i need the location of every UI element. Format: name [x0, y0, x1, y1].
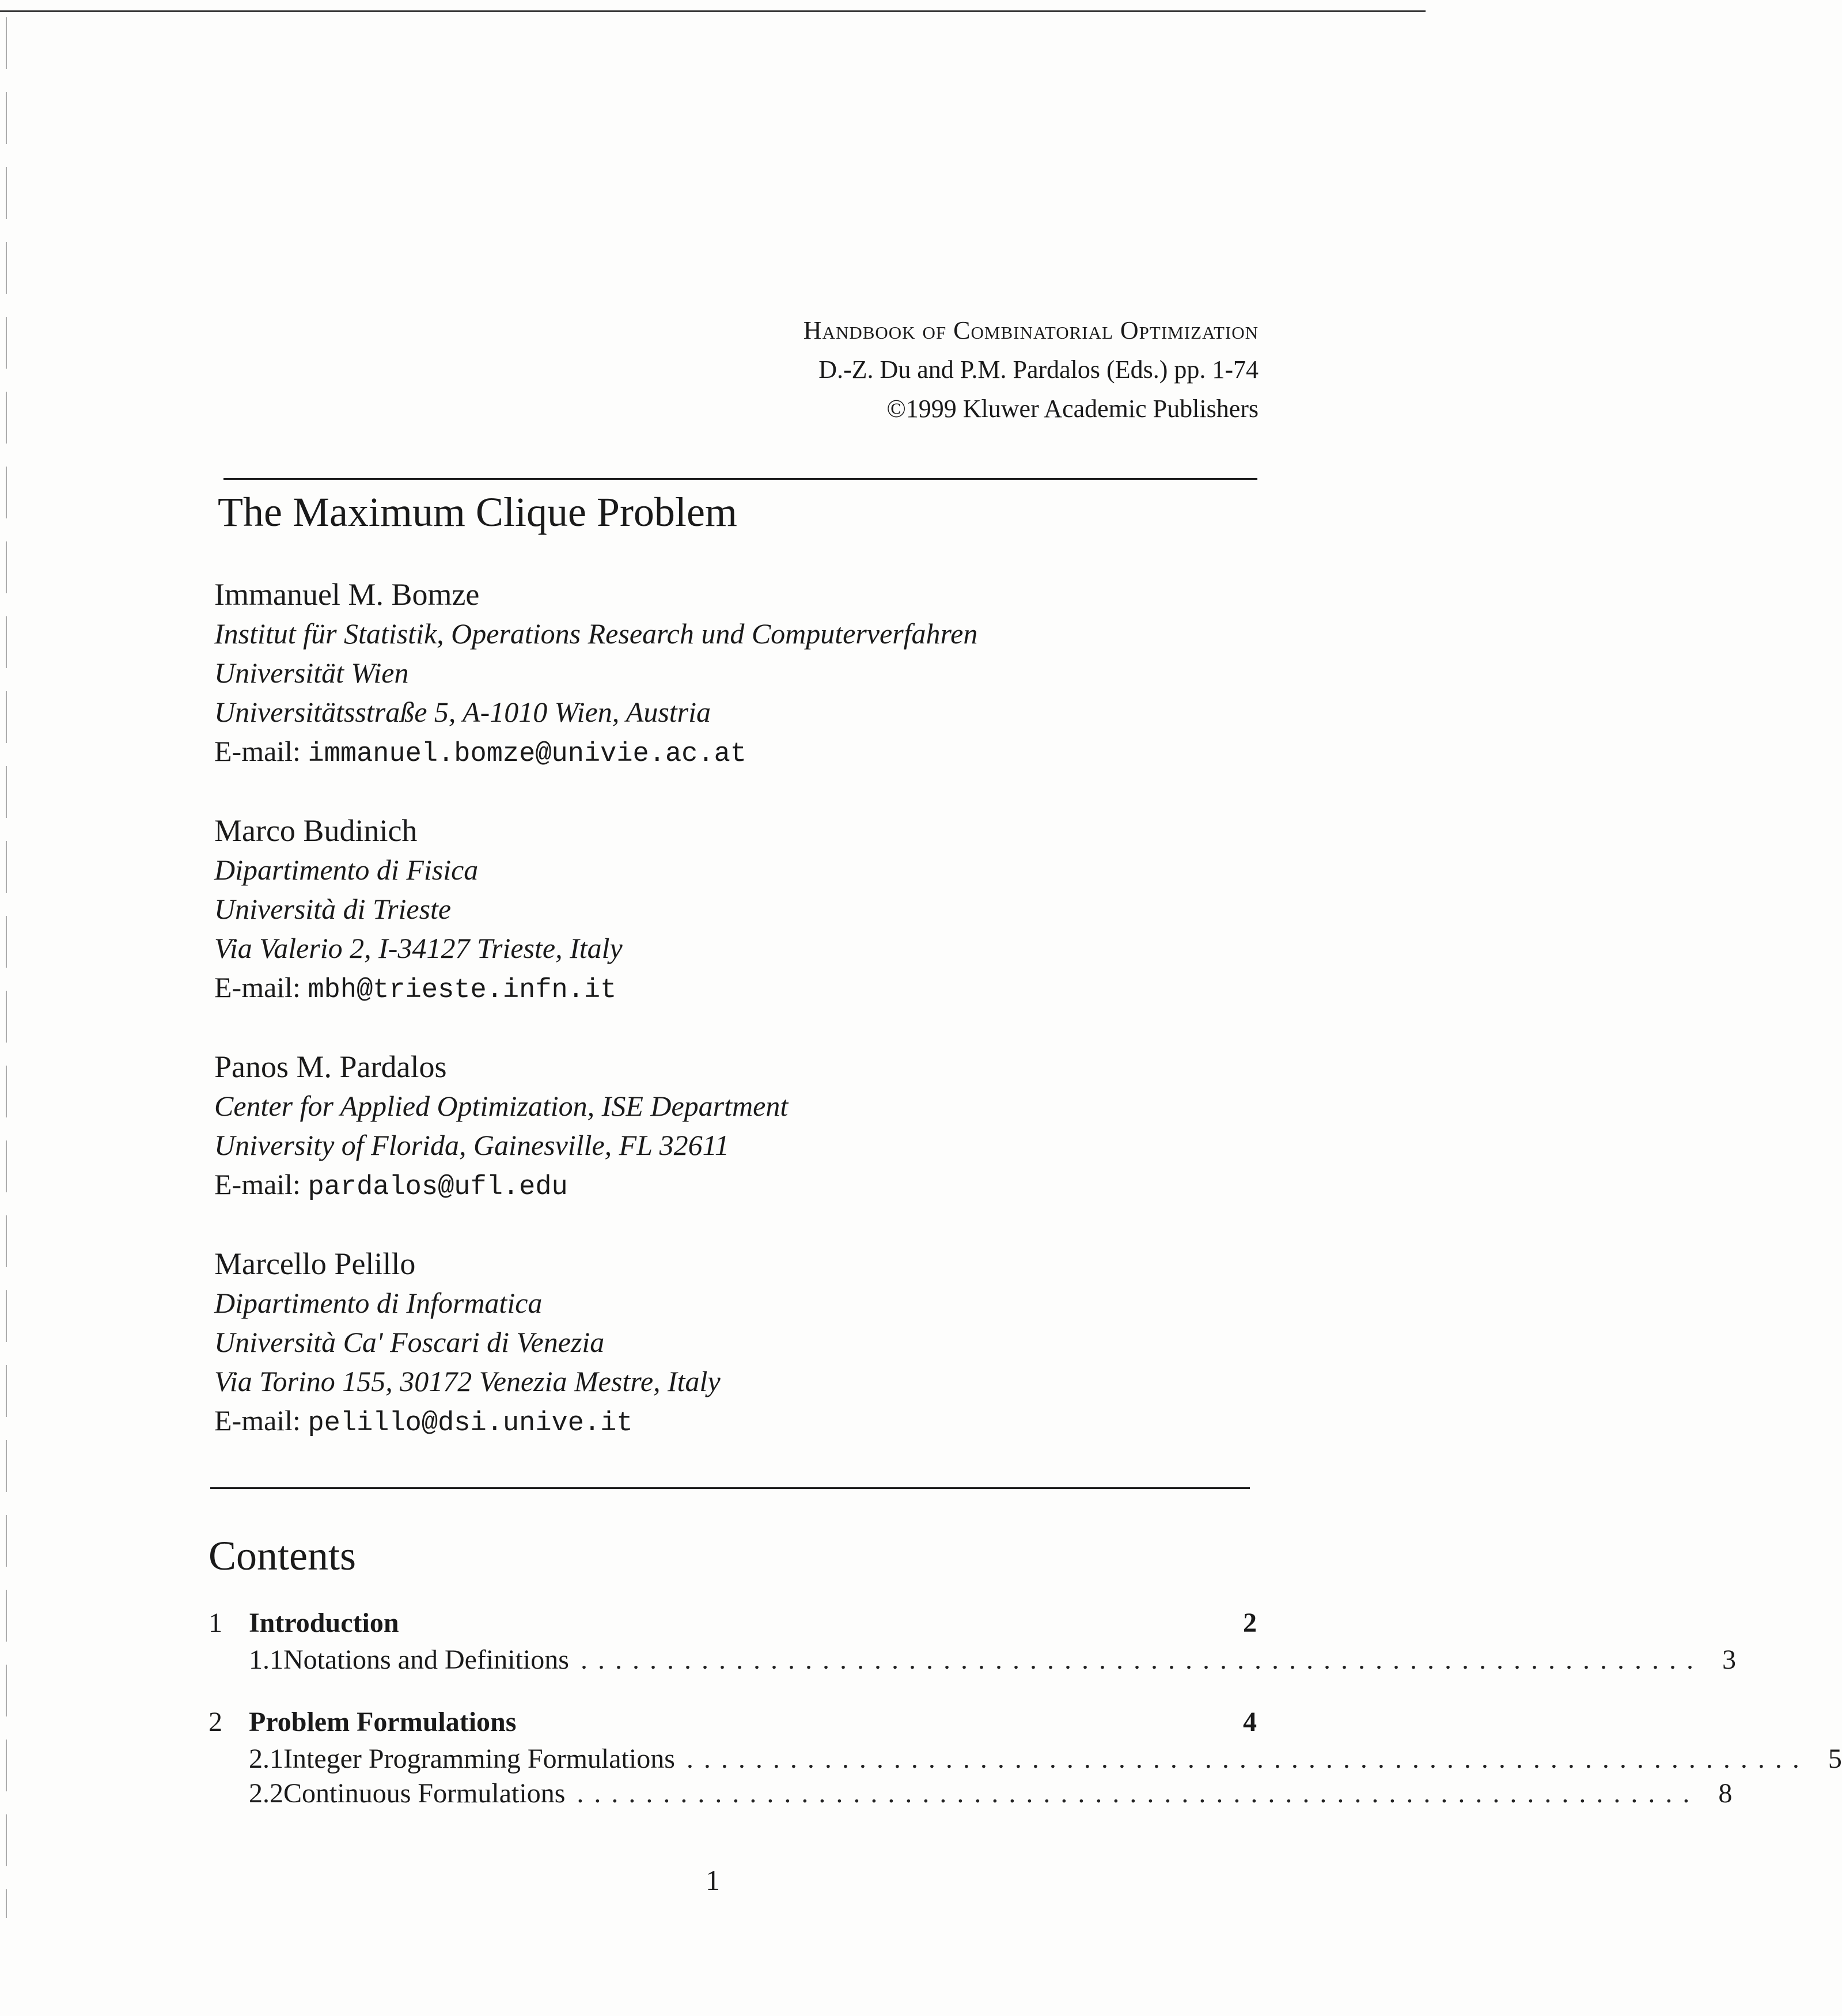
- author-list: [214, 575, 1309, 1480]
- email-line: [214, 732, 1309, 774]
- email-label: E-mail:: [214, 971, 301, 1003]
- toc-section-title: Introduction: [249, 1608, 399, 1638]
- affiliation-line: Universität Wien: [214, 657, 409, 689]
- author-block: [214, 1244, 1309, 1443]
- toc-leader-dots: .................................................................: [686, 1744, 1810, 1774]
- author-block: [214, 1047, 1309, 1207]
- editors-line: D.-Z. Du and P.M. Pardalos (Eds.) pp. 1-74: [818, 355, 1259, 384]
- contents-heading: Contents: [209, 1533, 357, 1579]
- affiliation-line: Dipartimento di Informatica: [214, 1287, 543, 1319]
- toc-section-number: 2: [209, 1707, 222, 1737]
- affiliation-line: Universitätsstraße 5, A-1010 Wien, Austria: [214, 696, 711, 728]
- affiliation-line: Via Valerio 2, I-34127 Trieste, Italy: [214, 932, 623, 964]
- table-of-contents: [209, 1607, 1842, 1840]
- toc-subsection-title: Notations and Definitions: [283, 1644, 569, 1675]
- toc-section-entry[interactable]: [209, 1607, 1257, 1644]
- title-rule-top: [223, 478, 1257, 480]
- email-line: [214, 968, 1309, 1010]
- toc-page-number: 8: [1718, 1778, 1733, 1809]
- toc-leader-dots: .................................................................: [580, 1644, 1704, 1675]
- affiliation-line: Dipartimento di Fisica: [214, 854, 479, 886]
- scan-edge-left: [6, 17, 7, 1918]
- title-rule-bottom: [210, 1487, 1250, 1489]
- toc-subsection-number: 2.1: [249, 1744, 283, 1774]
- affiliation-line: Università di Trieste: [214, 893, 452, 925]
- toc-subsection-title: Integer Programming Formulations: [283, 1744, 675, 1774]
- toc-page-number: 5: [1828, 1744, 1842, 1774]
- toc-section-group: [209, 1607, 1736, 1678]
- email-address[interactable]: pelillo@dsi.unive.it: [308, 1408, 633, 1439]
- author-name: Marcello Pelillo: [214, 1246, 416, 1281]
- author-name: Immanuel M. Bomze: [214, 577, 480, 612]
- toc-subsection-number: 1.1: [249, 1644, 283, 1675]
- toc-page-number: 3: [1722, 1644, 1736, 1675]
- author-name: Marco Budinich: [214, 813, 418, 848]
- toc-subsection-title: Continuous Formulations: [283, 1778, 566, 1809]
- author-block: [214, 811, 1309, 1010]
- affiliation-line: Center for Applied Optimization, ISE Department: [214, 1090, 789, 1122]
- copyright-line: ©1999 Kluwer Academic Publishers: [886, 395, 1259, 423]
- affiliation-line: Via Torino 155, 30172 Venezia Mestre, Italy: [214, 1365, 721, 1397]
- page-number: 1: [706, 1864, 720, 1896]
- email-line: [214, 1401, 1309, 1443]
- affiliation-line: Institut für Statistik, Operations Research und Computerverfahren: [214, 617, 978, 650]
- toc-page-number: 2: [1243, 1608, 1257, 1638]
- email-label: E-mail:: [214, 735, 301, 767]
- email-address[interactable]: pardalos@ufl.edu: [308, 1172, 568, 1203]
- email-label: E-mail:: [214, 1404, 301, 1437]
- toc-subsection-entry[interactable]: [209, 1778, 1733, 1812]
- email-address[interactable]: mbh@trieste.infn.it: [308, 975, 617, 1006]
- author-block: [214, 575, 1309, 774]
- book-header: [803, 311, 1259, 429]
- scan-edge-top: [0, 10, 1426, 12]
- affiliation-line: University of Florida, Gainesville, FL 32611: [214, 1129, 729, 1161]
- toc-section-number: 1: [209, 1608, 222, 1638]
- book-title: Handbook of Combinatorial Optimization: [803, 316, 1259, 344]
- paper-title: The Maximum Clique Problem: [218, 489, 737, 535]
- email-label: E-mail:: [214, 1168, 301, 1200]
- toc-section-title: Problem Formulations: [249, 1707, 517, 1737]
- toc-section-group: [209, 1706, 1842, 1812]
- author-name: Panos M. Pardalos: [214, 1049, 447, 1084]
- email-line: [214, 1165, 1309, 1207]
- toc-leader-dots: .................................................................: [577, 1778, 1700, 1809]
- affiliation-line: Università Ca' Foscari di Venezia: [214, 1326, 605, 1358]
- toc-subsection-entry[interactable]: [209, 1644, 1736, 1678]
- toc-page-number: 4: [1243, 1707, 1257, 1737]
- toc-section-entry[interactable]: [209, 1706, 1257, 1743]
- toc-subsection-number: 2.2: [249, 1778, 283, 1809]
- toc-subsection-entry[interactable]: [209, 1743, 1842, 1778]
- email-address[interactable]: immanuel.bomze@univie.ac.at: [308, 739, 746, 770]
